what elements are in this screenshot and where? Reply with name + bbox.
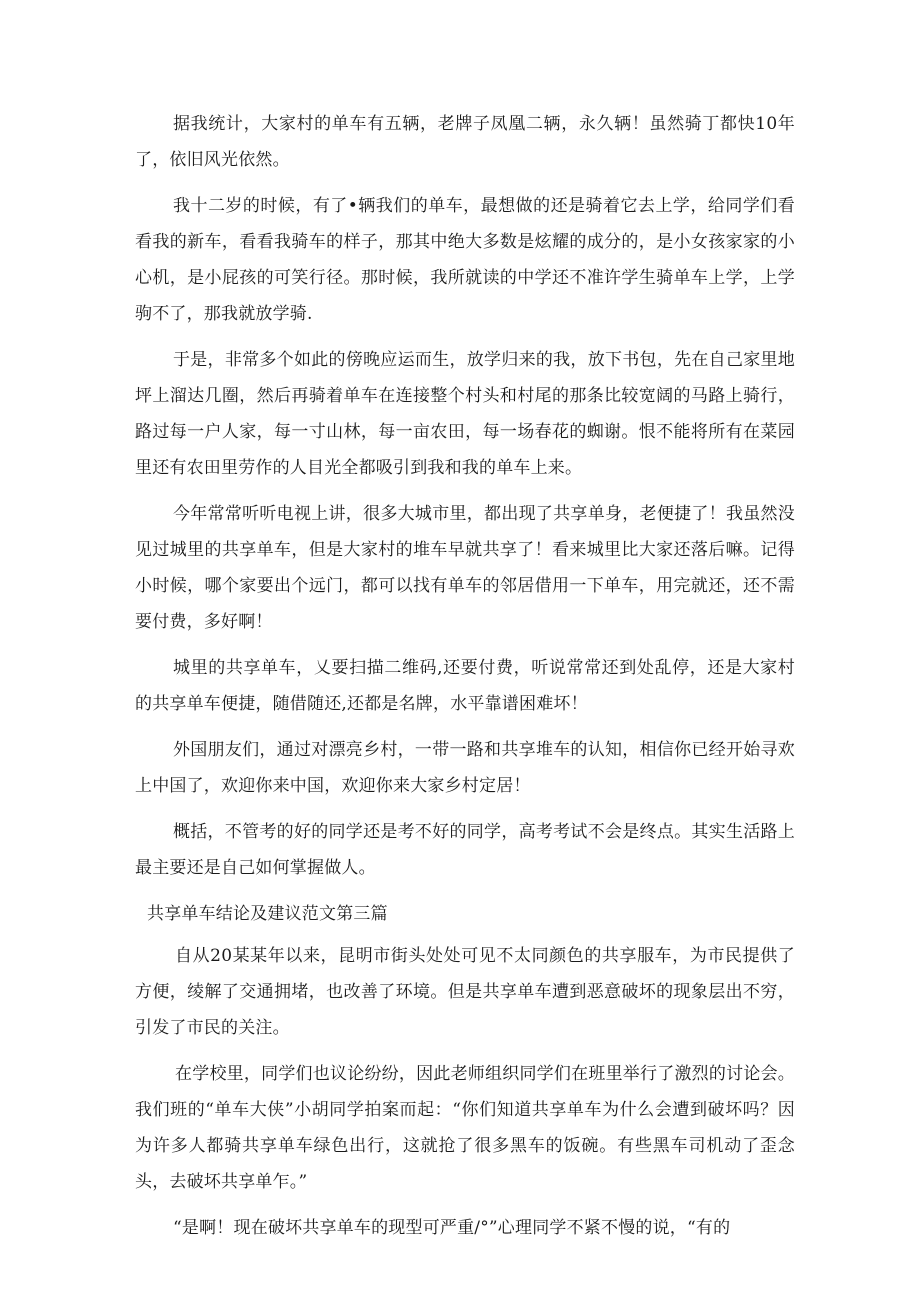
paragraph-class-discussion: 在学校里，同学们也议论纷纷，因此老师组织同学们在班里举行了激烈的讨论会。我们班的“单车大侠”小胡同学拍案而起：“你们知道共享单车为什么会遭到破坏吗？因为许多人都骑共享单车绿色出行，这就抢了很多黑车的饭碗。有些黑车司机动了歪念头，去破坏共享单乍。” <box>135 1064 795 1192</box>
paragraph-dialogue: “是啊！现在破坏共享单车的现型可严重/°”心理同学不紧不慢的说，“有的 <box>173 1218 731 1238</box>
paragraph-evenings: 于是，非常多个如此的傍晚应运而生，放学归来的我，放下书包，先在自己家里地坪上溜达几圈，然后再骑着单车在连接整个村头和村尾的那条比较宽阔的马路上骑行，路过每一户人家，每一寸山林，每一亩农田，每一场春花的蜘谢。恨不能将所有在菜园里还有农田里劳作的人目光全都吸引到我和我的单车上来。 <box>135 350 795 478</box>
paragraph-city-sharing: 今年常常听听电视上讲，很多大城市里，都出现了共享单身，老便捷了！我虽然没见过城里的共享单车，但是大家村的堆车早就共享了！看来城里比大家还落后嘛。记得小时候，哪个家要出个远门，都可以找有单车的邻居借用一下单车，用完就还，还不需要付费，多好啊！ <box>135 504 795 632</box>
paragraph-foreign-friends: 外国朋友们，通过对漂亮乡村，一带一路和共享堆车的认知，相信你已经开始寻欢上中国了，欢迎你来中国，欢迎你来大家乡村定居！ <box>135 740 795 796</box>
paragraph-age-twelve: 我十二岁的时候，有了•辆我们的单车，最想做的还是骑着它去上学，给同学们看看我的新车，看看我骑车的样子，那其中绝大多数是炫耀的成分的，是小女孩家家的小心机，是小屁孩的可笑行径。那时候，我所就读的中学还不准许学生骑单车上学，上学驹不了，那我就放学骑. <box>135 196 795 324</box>
paragraph-qr-code: 城里的共享单车，乂要扫描二维码,还要付费，听说常常还到处乱停，还是大家村的共享单车便捷，随借随还,还都是名牌，水平靠谱困难坏！ <box>135 658 795 714</box>
section-title: 共享单车结论及建议范文第三篇 <box>147 904 388 924</box>
document-body <box>135 106 795 1256</box>
paragraph-kunming: 自从20某某年以来，昆明市街头处处可见不太同颜色的共享服车，为市民提供了方便，绫解了交通拥堵，也改善了环境。但是共享单车遭到恶意破坏的现象层出不穷，引发了市民的关注。 <box>135 946 795 1038</box>
paragraph-summary: 概括，不管考的好的同学还是考不好的同学，高考考试不会是终点。其实生活路上最主要还是自己如何掌握做人。 <box>135 822 795 878</box>
paragraph-statistics: 据我统计，大家村的单车有五辆，老牌子凤凰二辆，永久辆！虽然骑丁都快10年了，依旧风光依然。 <box>135 114 795 170</box>
